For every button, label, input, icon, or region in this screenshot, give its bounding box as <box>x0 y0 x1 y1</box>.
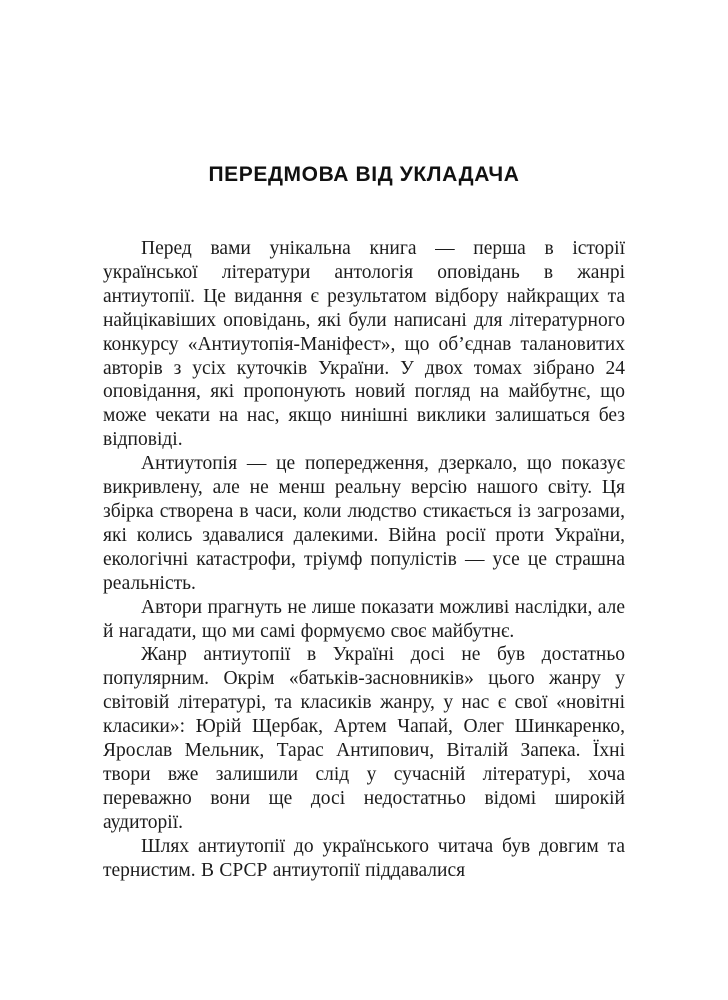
paragraph-5: Шлях антиутопії до українського читача був довгим та тернистим. В СРСР антиутопії піддавалися <box>103 835 625 881</box>
paragraph-2: Антиутопія — це попередження, дзеркало, що показує викривлену, але не менш реальну версію нашого світу. Ця збірка створена в часи, коли людство стикається із загрозами, які колись здавалися далекими. Війна росії проти України, екологічні катастрофи, тріумф популістів — усе це страшна реальність. <box>103 453 625 594</box>
paragraph-4: Жанр антиутопії в Україні досі не був достатньо популярним. Окрім «батьків-засновників» цього жанру у світовій літературі, та класиків жанру, у нас є свої «новітні класики»: Юрій Щербак, Артем Чапай, Олег Шинкаренко, Ярослав Мельник, Тарас Антипович, Віталій Запека. Їхні твори вже залишили слід у сучасній літературі, хоча переважно вони ще досі недостатньо відомі широкій аудиторії. <box>103 644 625 833</box>
page-body <box>103 237 625 882</box>
paragraph-3: Автори прагнуть не лише показати можливі наслідки, але й нагадати, що ми самі формуємо своє майбутнє. <box>103 596 625 642</box>
paragraph-1: Перед вами унікальна книга — перша в історії української літератури антологія оповідань в жанрі антиутопії. Це видання є результатом відбору найкращих та найцікавіших оповідань, які були написані для літературного конкурсу «Антиутопія-Маніфест», що об’єднав талановитих авторів з усіх куточків України. У двох томах зібрано 24 оповідання, які пропонують новий погляд на майбутнє, що може чекати на нас, якщо нинішні виклики залишаться без відповіді. <box>103 238 625 451</box>
page-title: ПЕРЕДМОВА ВІД УКЛАДАЧА <box>208 163 520 186</box>
